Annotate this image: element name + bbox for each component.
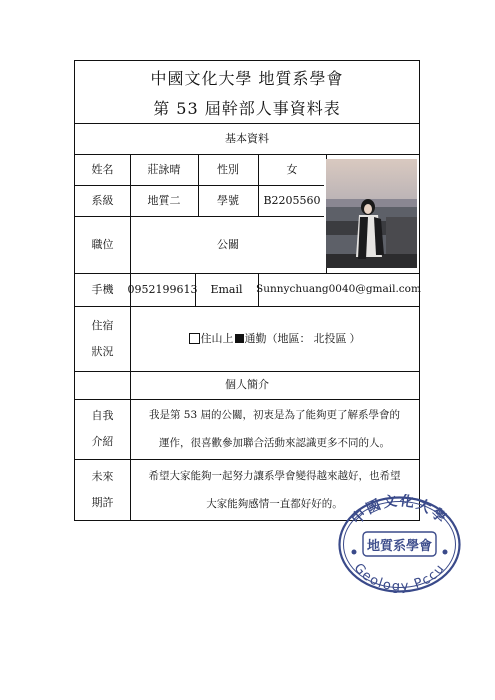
section-intro: 個人簡介 — [225, 378, 269, 392]
self-intro-label-line1: 自我 — [91, 409, 114, 422]
self-intro-line2: 運作，很喜歡參加聯合活動來認識更多不同的人。 — [159, 437, 390, 449]
phone-value: 0952199613 — [127, 282, 198, 296]
email-value: Sunnychuang0040@gmail.com — [256, 283, 421, 296]
section-basic-info: 基本資料 — [225, 131, 269, 145]
future-label-line2: 期許 — [91, 495, 114, 509]
gender-label: 性別 — [217, 162, 239, 176]
self-intro-label — [75, 399, 130, 459]
svg-text:Geology Pccu — [351, 561, 449, 595]
phone-label: 手機 — [91, 282, 114, 296]
residence-area: 北投區 — [313, 331, 347, 345]
dept-label: 系級 — [91, 193, 114, 207]
position-value: 公關 — [217, 237, 239, 251]
future-label — [75, 459, 130, 520]
student-id-label: 學號 — [217, 193, 239, 207]
form-title: 第 53 屆幹部人事資料表 — [153, 99, 341, 119]
seal-middle-text: 地質系學會 — [366, 539, 433, 554]
residence-label — [75, 306, 130, 371]
residence-value — [130, 306, 419, 371]
name-label: 姓名 — [91, 162, 114, 176]
profile-photo — [326, 159, 417, 268]
residence-option-commute: 通勤（地區： — [244, 331, 311, 345]
name-value: 莊詠晴 — [147, 162, 181, 176]
seal-top-text: 中國文化大學 — [348, 494, 451, 528]
self-intro-line1: 我是第 53 屆的公關，初衷是為了能夠更了解系學會的 — [148, 409, 401, 421]
dept-value: 地質二 — [147, 193, 181, 207]
future-label-line1: 未來 — [91, 469, 114, 483]
residence-option-mountain: 住山上 — [200, 331, 234, 345]
future-line2: 大家能夠感情一直都好好的。 — [206, 498, 343, 510]
seal-bottom-text: Geology Pccu — [350, 560, 449, 595]
self-intro-label-line2: 介紹 — [91, 435, 114, 448]
self-intro-text — [130, 401, 419, 457]
org-title: 中國文化大學 地質系學會 — [150, 69, 344, 89]
svg-text:中國文化大學 — [348, 494, 451, 528]
personnel-form — [74, 60, 420, 521]
residence-label-line2: 狀況 — [91, 344, 114, 358]
student-id-value: B2205560 — [263, 193, 321, 207]
residence-close-paren: ） — [349, 331, 361, 345]
future-line1: 希望大家能夠一起努力讓系學會變得越來越好，也希望 — [148, 470, 401, 482]
gender-value: 女 — [286, 162, 298, 176]
residence-label-line1: 住宿 — [91, 318, 114, 332]
position-label: 職位 — [91, 237, 114, 251]
checkbox-checked — [235, 334, 244, 343]
email-label: Email — [210, 282, 243, 296]
checkbox-unchecked — [189, 333, 200, 344]
club-seal-stamp — [337, 494, 462, 595]
